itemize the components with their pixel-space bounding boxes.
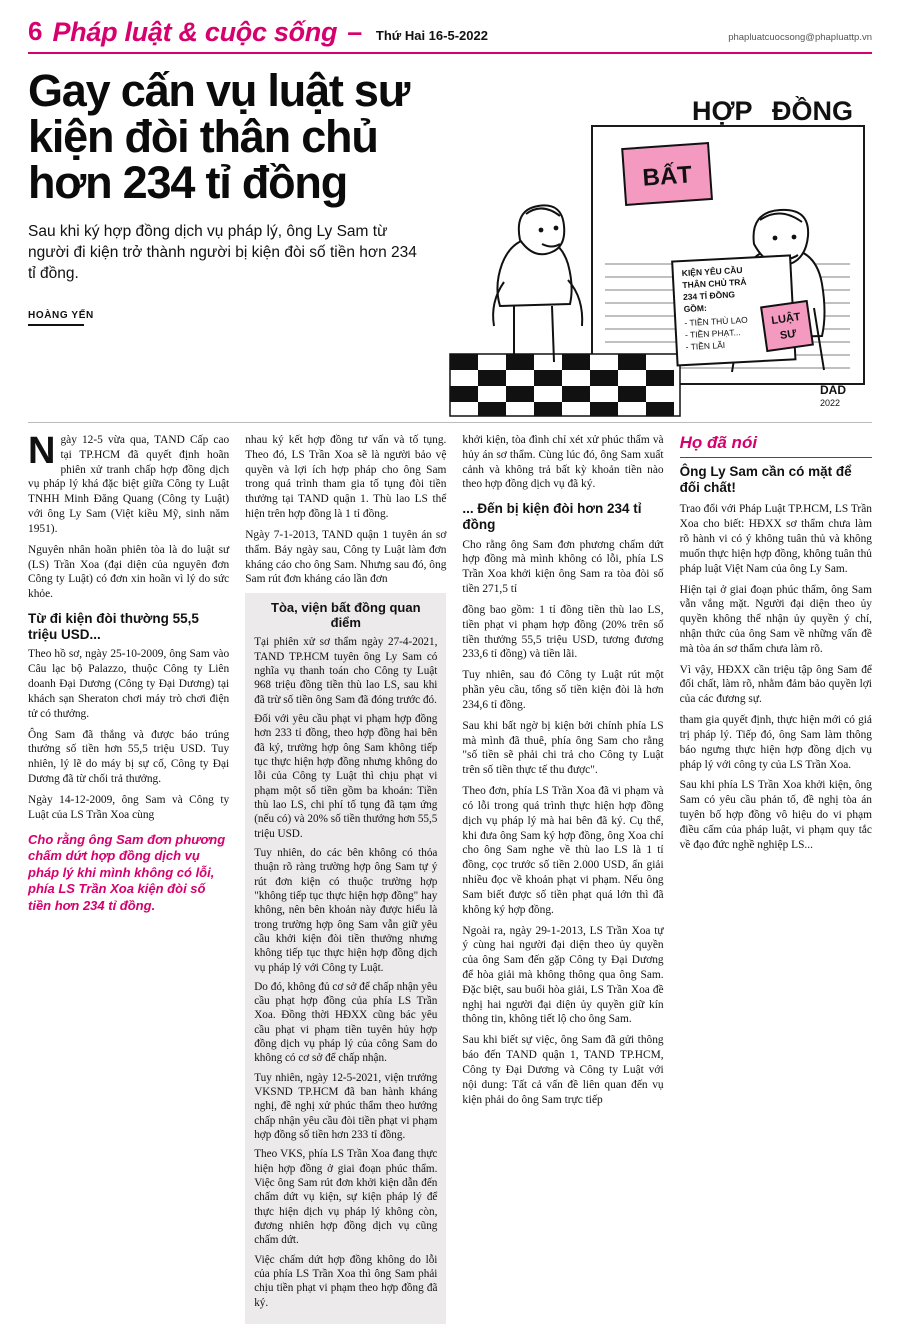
cartoon-floor [450,354,680,416]
byline-rule [28,324,84,326]
byline: HOÀNG YẾN [28,310,94,322]
paragraph: Theo đơn, phía LS Trần Xoa đã vi phạm và có lỗi trong quá trình thực hiện hợp đồng dịch vụ pháp lý mà hai bên đã ký. Cụ thể, khi đưa ông Sam ký hợp đồng, ông Xoa chỉ cho ông Sam nghe về thù lao LS là 1 tỉ đồng, cọc trước số tiền 2.000 USD, ấn giải nhiều đọc về khoản phạt vi phạm. Nếu ông Sam biết được số tiền phạt quá lớn thì đã không ký hợp đồng. [462,785,664,916]
paragraph: Việc chấm dứt hợp đồng không do lỗi của phía LS Trần Xoa thì ông Sam phải chịu tiền phạt vi phạm theo hợp đồng đã ký. [254,1253,438,1309]
issue-date: Thứ Hai 16-5-2022 [375,28,488,43]
paragraph: Theo VKS, phía LS Trần Xoa đang thực hiện hợp đồng ở giai đoạn phúc thẩm. Việc ông Sam rút đơn khởi kiện dẫn đến chấm dứt vụ kiện, sự kiện pháp lý để thực hiện dịch vụ pháp lý không còn, đương nhiên hợp đồng dịch vụ cũng chấm dứt. [254,1148,438,1247]
paragraph: Tuy nhiên, ngày 12-5-2021, viện trưởng VKSND TP.HCM đã ban hành kháng nghị, đề nghị xử phúc thẩm theo hướng chấp nhận yêu cầu đòi tiền phạt vi phạm hợp đồng số tiền hơn 233 tỉ đồng. [254,1071,438,1142]
paragraph: Ngày 7-1-2013, TAND quận 1 tuyên án sơ thẩm. Bảy ngày sau, Công ty Luật làm đơn kháng cáo cho ông Sam. Nhưng sau đó, ông Sam rút đơn kháng cáo lần đơn [245,528,447,586]
header-divider [28,422,872,423]
column-3 [462,433,663,1330]
article-deck: Sau khi ký hợp đồng dịch vụ pháp lý, ông Ly Sam từ người đi kiện trở thành người bị kiện đòi số tiền hơn 234 tỉ đồng. [28,222,417,282]
cartoon-sign-hop: HỢP [692,96,753,126]
paper-line-4: GỒM: [683,302,708,315]
article-header [28,65,872,420]
paragraph: Ngày 12-5 vừa qua, TAND Cấp cao tại TP.HCM đã quyết định hoãn phiên xử tranh chấp hợp đồng dịch vụ pháp lý khá đặc biệt giữa Công ty Luật TNHH Minh Đăng Quang (Công ty Luật) với ông Ly Sam (Việt kiều Mỹ, sinh năm 1951). [28,430,230,535]
masthead [28,0,872,46]
paper-line-6: - TIỀN PHẠT... [684,327,741,341]
paragraph: Sau khi biết sự việc, ông Sam đã gửi thông báo đến TAND quận 1, TAND TP.HCM, Công ty Đại Dương và Công ty Luật với nội dung: Tất cả vấn đề liên quan đến vụ kiện phải do ông Sam trực tiếp [462,1034,664,1106]
section-email: phapluatcuocsong@phapluattp.vn [728,32,872,43]
column-4 [680,433,872,1330]
paper-line-2: THÂN CHỦ TRẢ [682,276,747,291]
paragraph: Vì vậy, HĐXX cần triệu tập ông Sam để đối chất, làm rõ, nhằm đảm bảo quyền lợi của các đương sự. [679,663,872,706]
paragraph: đồng bao gồm: 1 tỉ đồng tiền thù lao LS, tiền phạt vi phạm hợp đồng (20% trên số tiền thưởng 55,5 triệu USD, tương đương 233,6 tỉ đồng) và tiền lãi. [462,603,664,661]
svg-text:LUẬT: LUẬT [770,311,802,328]
paragraph: Ngày 14-12-2009, ông Sam và Công ty Luật của LS Trần Xoa cùng [28,793,230,821]
paragraph: Sau khi bất ngờ bị kiện bởi chính phía LS mà mình đã thuê, phía ông Sam cho rằng "số tiền sẽ phải chi trả cho Công ty Luật trên số tiền thực tế thu được". [462,719,664,777]
cartoon-illustration [442,68,872,420]
paragraph: Đối với yêu cầu phạt vi phạm hợp đồng hơn 233 tỉ đồng, theo hợp đồng hai bên đã ký, trường hợp ông Sam không tiếp tục thực hiện hợp đồng nhưng không do lỗi của Công ty Luật thì chịu phạt vi phạm một số tiền gồm ba khoản: Tiền thù lao LS, chi phí tố tụng đã tạm ứng (nếu có) và 20% số tiền thưởng hơn 55,5 triệu USD. [254,712,438,840]
paragraph: Theo hồ sơ, ngày 25-10-2009, ông Sam vào Câu lạc bộ Palazzo, thuộc Công ty Liên doanh Đại Dương (Công ty Đại Dương) tại khách sạn Sheraton chơi máy trò chơi điện tử có thưởng. [28,648,230,720]
paragraph: tham gia quyết định, thực hiện mới có giá trị pháp lý. Tiếp đó, ông Sam làm thông báo ngưng thực hiện hợp đồng dịch vụ pháp lý với công ty của LS Trần Xoa. [679,714,872,771]
paragraph: khởi kiện, tòa đình chỉ xét xử phúc thẩm và hủy án sơ thẩm. Cùng lúc đó, ông Sam xuất cảnh và không trả bất kỳ khoản tiền nào theo hợp đồng dịch vụ đã ký. [462,434,664,491]
pull-quote: Cho rằng ông Sam đơn phương chấm dứt hợp đồng dịch vụ pháp lý khi mình không có lỗi, phía LS Trần Xoa kiện đòi số tiền hơn 234 tỉ đồng. [28,831,226,914]
paper-line-5: - TIỀN THÙ LAO [684,314,749,329]
paragraph: Trao đổi với Pháp Luật TP.HCM, LS Trần Xoa cho biết: HĐXX sơ thẩm chưa làm rõ hành vi có ý không tuân thủ và không muốn thực hiện hợp đồng, không tuân thủ pháp luật Việt Nam của ông Ly Sam. [679,503,872,575]
paper-line-1: KIỆN YÊU CẦU [681,264,743,279]
cartoon-year: 2022 [820,398,841,408]
paper-line-7: - TIỀN LÃI [685,339,726,352]
cartoon-character-client [493,205,582,362]
paragraph: Hiện tại ở giai đoạn phúc thẩm, ông Sam vẫn vắng mặt. Người đại diện theo ủy quyền không thể nhận ủy quyền ý chí, nhận thức của ông Sam về những vấn đề mà tòa án sơ thẩm chưa làm rõ. [679,583,872,655]
masthead-dash: – [347,17,362,47]
rail-subheading: Ông Ly Sam cần có mặt để đối chất! [679,464,852,496]
cartoon-lawyer-badge [761,301,813,351]
rail-title: Họ đã nói [679,433,758,452]
paragraph: Ngoài ra, ngày 29-1-2013, LS Trần Xoa tự ý cùng hai người đại diện theo ủy quyền của ông Sam đến gặp Công ty Đại Dương để hòa giải mà không thông qua ông Sam. Đặc biệt, sau buổi hòa giải, LS Trần Xoa đề nghị hai người đại diện ủy quyền giữ kín thông tin, không tiết lộ cho ông Sam. [462,924,664,1026]
paragraph: Do đó, không đủ cơ sở để chấp nhận yêu cầu phạt hợp đồng của phía LS Trần Xoa. Đồng thời HĐXX cũng bác yêu cầu phạt vi phạm tiền tuyên hủy hợp đồng dịch vụ pháp lý của công Sam do không có cơ sở để chấp nhận. [254,980,438,1065]
editorial-cartoon [442,68,872,420]
page-title: Gay cấn vụ luật sư kiện đòi thân chủ hơn 234 tỉ đồng [28,65,410,208]
masthead-rule [28,52,872,54]
subheading: Từ đi kiện đòi thường 55,5 triệu USD... [28,611,199,642]
headline-column [28,65,428,420]
paragraph: Tại phiên xử sơ thẩm ngày 27-4-2021, TAND TP.HCM tuyên ông Ly Sam có nghĩa vụ thanh toán cho Công ty Luật 968 triệu đồng tiền thù lao LS, sau khi đã trừ số tiền ông Sam đã đóng trước đó. [254,636,438,706]
paragraph: Tuy nhiên, sau đó Công ty Luật rút một phần yêu cầu, tổng số tiền kiện đòi là hơn 234,6 tỉ đồng. [462,669,664,711]
subheading: ... Đến bị kiện đòi hơn 234 tỉ đồng [462,501,642,532]
section-title: Pháp luật & cuộc sống [52,17,338,47]
column-2 [245,433,446,1330]
paragraph: Nguyên nhân hoãn phiên tòa là do luật sư (LS) Trần Xoa (đại diện của nguyên đơn Công ty Luật) có đơn xin hoãn vì lý do sức khỏe. [28,543,230,601]
svg-text:SƯ: SƯ [779,327,798,343]
rail-rule [680,457,872,458]
sidebar-box [245,593,446,1324]
sidebar-box-title: Tòa, viện bất đồng quan điểm [271,600,421,631]
paragraph: Ông Sam đã thắng và được báo trúng thưởng số tiền hơn 55,5 triệu USD. Tuy nhiên, lý lẽ do máy bị sự cố, Công ty Đại Dương đã từ chối trả thưởng. [28,728,230,786]
paragraph: Sau khi phía LS Trần Xoa khởi kiện, ông Sam có yêu cầu phản tố, đề nghị tòa án tuyên bố hợp đồng vô hiệu do vi phạm điều cấm của pháp luật, vi phạm quy tắc về đạo đức nghề nghiệp LS... [679,779,872,851]
cartoon-sign-dong: ĐỒNG [772,96,853,126]
cartoon-sticker-bat: BẤT [641,161,693,192]
column-1 [28,430,230,1330]
paper-line-3: 234 TỈ ĐỒNG [682,289,736,303]
paragraph: Cho rằng ông Sam đơn phương chấm dứt hợp đồng mà mình không có lỗi, phía LS Trần Xoa khởi kiện ông Sam ra tòa đòi số tiền 271,5 tỉ [462,538,664,596]
paragraph: nhau ký kết hợp đồng tư vấn và tố tụng. Theo đó, LS Trần Xoa sẽ là người bảo vệ quyền và lợi ích hợp pháp cho ông Sam trong quá trình tham gia tố tụng đòi tiền thưởng tại TAND quận 1. Thù lao LS thể hiện trên hợp đồng là 1 tỉ đồng. [245,434,447,521]
article-body [28,430,872,1330]
paragraph: Tuy nhiên, do các bên không có thỏa thuận rõ ràng trường hợp ông Sam tự ý rút đơn kiện có thuộc trường hợp "không tiếp tục thực hiện hợp đồng" hay không, nên bên khoản này được hiểu là trong trường hợp ông Sam vẫn giữ yêu cầu khởi kiện đòi tiền thưởng nhưng không tiếp tục thực hiện hợp đồng dịch vụ pháp lý với Công ty Luật. [254,846,438,974]
cartoon-signature: DAD [820,383,846,397]
page-folio: 6 [28,16,43,46]
